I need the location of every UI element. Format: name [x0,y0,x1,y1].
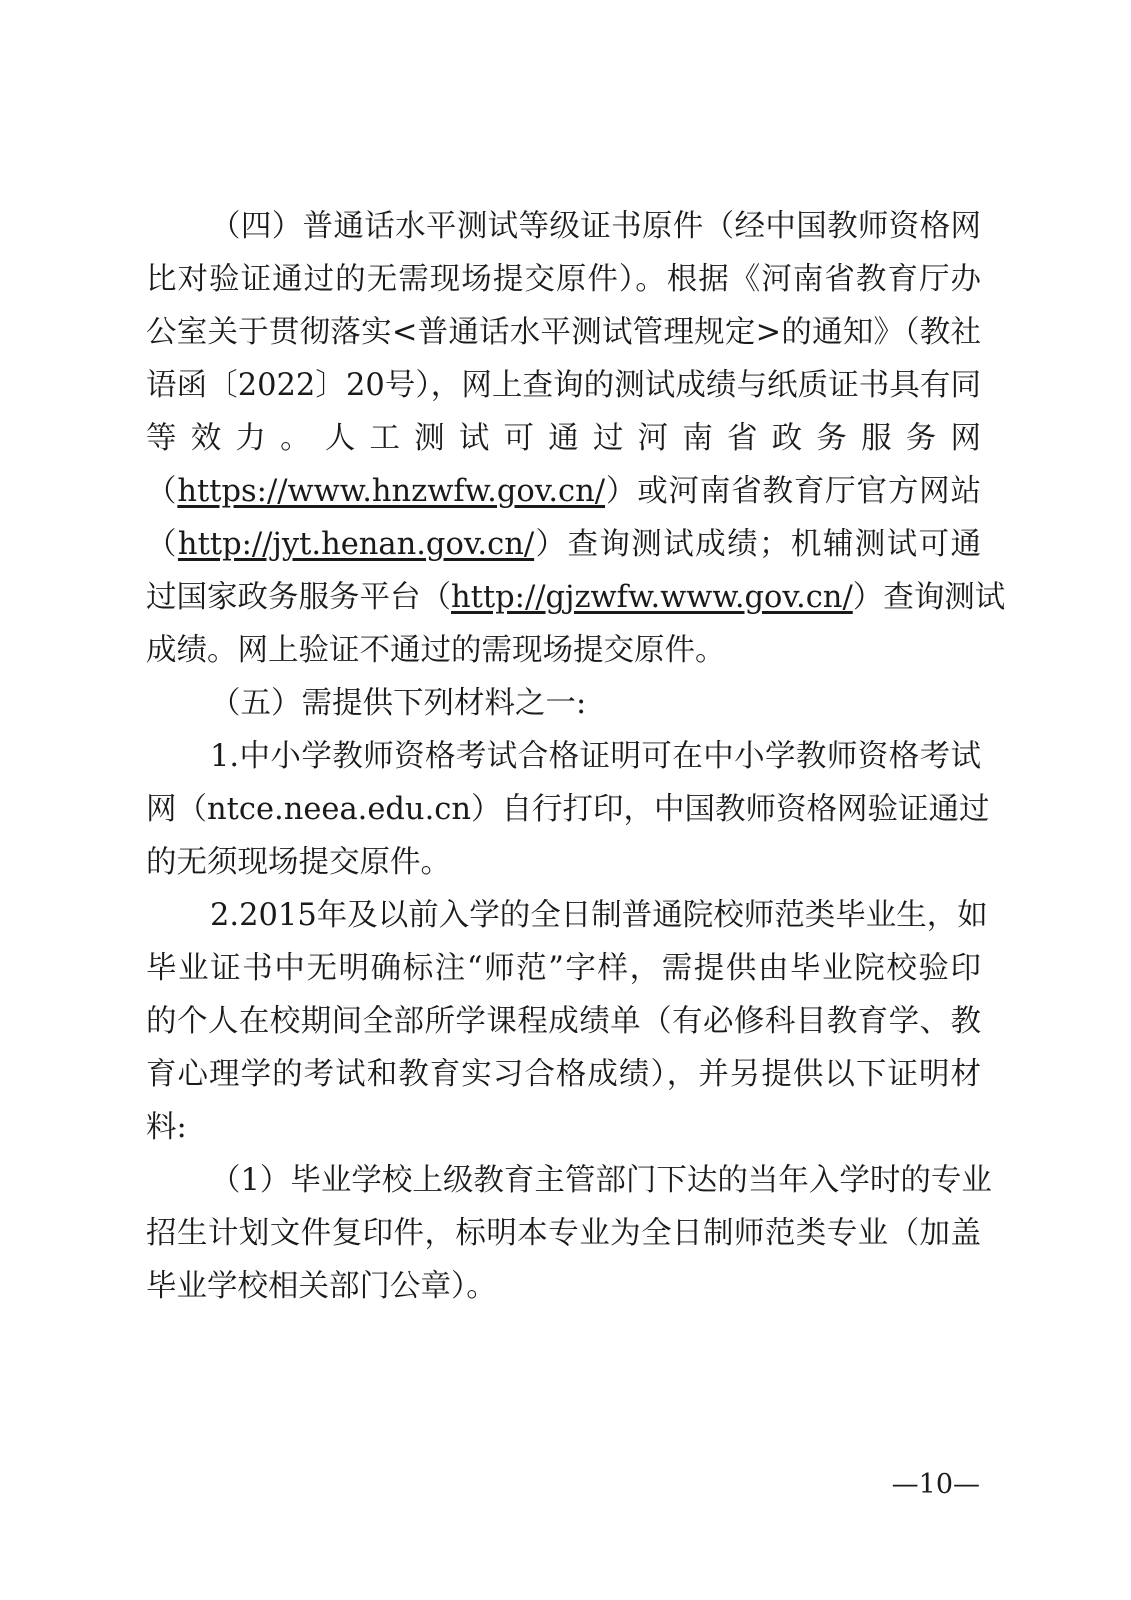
paragraph-4-line-3: 公室关于贯彻落实<普通话水平测试管理规定>的通知》（教社 [146,315,981,350]
item-2-line-5: 料: [146,1110,187,1145]
gjzwfw-link[interactable]: http://gjzwfw.www.gov.cn/ [451,580,853,615]
jyt-henan-link[interactable]: http://jyt.henan.gov.cn/ [177,527,535,562]
hnzwfw-link[interactable]: https://www.hnzwfw.gov.cn/ [177,474,606,509]
paragraph-4-line-5: 等效力。人工测试可通过河南省政务服务网 [146,421,981,456]
open-paren: （ [146,527,178,562]
sub-item-1-line-1: （1）毕业学校上级教育主管部门下达的当年入学时的专业 [210,1163,992,1198]
open-paren: （ [146,474,178,509]
paragraph-5-heading: （五）需提供下列材料之一: [210,686,587,721]
line-8-pre: 过国家政务服务平台（ [146,580,451,615]
line-7-rest: ）查询测试成绩；机辅测试可通 [534,527,982,562]
item-2-line-3: 的个人在校期间全部所学课程成绩单（有必修科目教育学、教 [146,1004,981,1039]
paragraph-4-line-7 [146,518,981,572]
paragraph-4-line-1: （四）普通话水平测试等级证书原件（经中国教师资格网 [210,209,981,244]
paragraph-4-line-6 [146,465,981,519]
item-2-line-1: 2.2015年及以前入学的全日制普通院校师范类毕业生，如 [210,898,988,933]
sub-item-1-line-2: 招生计划文件复印件，标明本专业为全日制师范类专业（加盖 [146,1216,981,1251]
paragraph-4-line-2: 比对验证通过的无需现场提交原件）。根据《河南省教育厅办 [146,262,981,297]
paragraph-4-line-8 [146,571,1006,625]
item-1-line-3: 的无须现场提交原件。 [146,845,451,880]
paragraph-4-line-4: 语函〔2022〕20号），网上查询的测试成绩与纸质证书具有同 [146,368,981,403]
paragraph-4-line-9: 成绩。网上验证不通过的需现场提交原件。 [146,633,726,668]
page-number: —10— [891,1469,980,1500]
item-1-line-1: 1.中小学教师资格考试合格证明可在中小学教师资格考试 [210,739,981,774]
item-2-line-4: 育心理学的考试和教育实习合格成绩），并另提供以下证明材 [146,1057,981,1092]
line-6-rest: ）或河南省教育厅官方网站 [605,474,982,509]
sub-item-1-line-3: 毕业学校相关部门公章）。 [146,1269,497,1304]
item-2-line-2: 毕业证书中无明确标注“师范”字样，需提供由毕业院校验印 [146,951,981,986]
item-1-line-2: 网（ntce.neea.edu.cn）自行打印，中国教师资格网验证通过 [146,792,990,827]
line-8-rest: ）查询测试 [852,580,1006,615]
